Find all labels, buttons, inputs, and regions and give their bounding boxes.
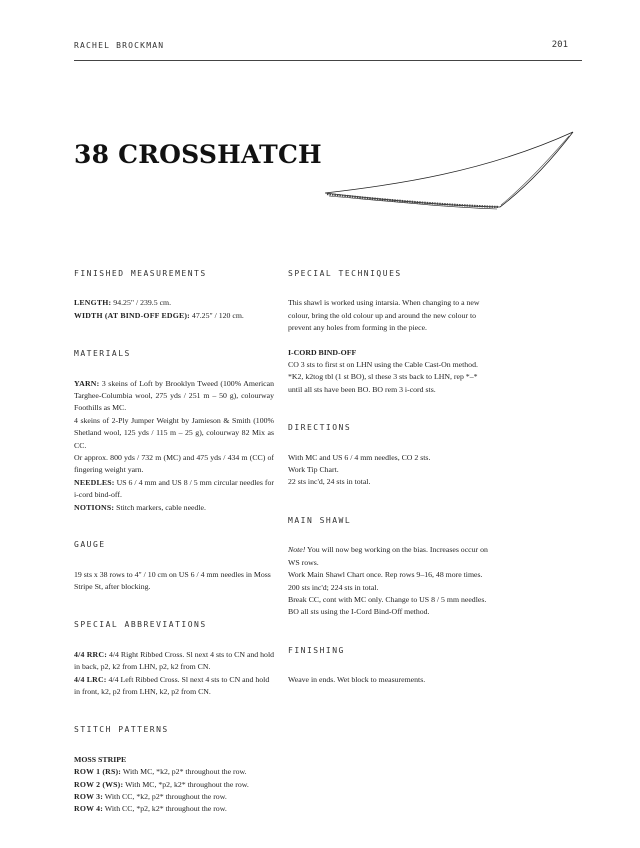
width-label: WIDTH (AT BIND-OFF EDGE): bbox=[74, 310, 190, 320]
intarsia-text: This shawl is worked using intarsia. When changing to a new colour, bring the old colour up and around the new colour to prevent any holes from forming in the piece. bbox=[288, 298, 480, 333]
section-heading: MATERIALS bbox=[74, 349, 131, 359]
yarn-value: 3 skeins of Loft by Brooklyn Tweed (100% American Targhee-Columbia wool, 275 yds / 251 m – 50 g), colourway Foothills as MC. bbox=[74, 378, 274, 413]
needles-label: NEEDLES: bbox=[74, 477, 115, 487]
finishing-text: Weave in ends. Wet block to measurements. bbox=[288, 675, 426, 685]
width-value: 47.25" / 120 cm. bbox=[189, 310, 244, 320]
left-column bbox=[74, 268, 274, 816]
stitch-patterns-section bbox=[74, 724, 274, 815]
notions-label: NOTIONS: bbox=[74, 502, 115, 512]
special-abbreviations-section bbox=[74, 619, 274, 698]
abbreviation-rrc bbox=[74, 649, 274, 674]
row-label: ROW 2 (WS): bbox=[74, 779, 124, 789]
section-heading: FINISHED MEASUREMENTS bbox=[74, 269, 207, 278]
yarn-line bbox=[74, 378, 274, 415]
special-techniques-section bbox=[288, 268, 488, 396]
icord-bindoff-text: CO 3 sts to first st on LHN using the Cable Cast-On method. *K2, k2tog tbl (1 st BO), sl these 3 sts back to LHN, rep *–* until all sts have been BO. BO rem 3 i-cord sts. bbox=[288, 360, 478, 394]
main-shawl-line: 200 sts inc'd; 224 sts in total. bbox=[288, 582, 379, 592]
section-heading: STITCH PATTERNS bbox=[74, 725, 169, 735]
section-heading: SPECIAL ABBREVIATIONS bbox=[74, 620, 207, 630]
row-text: With CC, *k2, p2* throughout the row. bbox=[103, 791, 227, 801]
author-name: RACHEL BROCKMAN bbox=[74, 41, 165, 50]
main-shawl-line: Break CC, cont with MC only. Change to US 8 / 5 mm needles. BO all sts using the I-Cord Bind-Off method. bbox=[288, 594, 487, 617]
materials-section bbox=[74, 348, 274, 514]
pattern-row bbox=[74, 766, 274, 778]
main-shawl-line: Work Main Shawl Chart once. Rep rows 9–16, 48 more times. bbox=[288, 570, 483, 580]
yarn-label: YARN: bbox=[74, 378, 100, 388]
length-line bbox=[74, 297, 274, 309]
finished-measurements-section bbox=[74, 268, 274, 322]
moss-stripe-heading: MOSS STRIPE bbox=[74, 754, 127, 764]
section-heading: MAIN SHAWL bbox=[288, 515, 352, 525]
gauge-section bbox=[74, 539, 274, 593]
row-text: With MC, *p2, k2* throughout the row. bbox=[123, 779, 249, 789]
note-line bbox=[288, 544, 488, 569]
abbreviation-text: 4/4 Right Ribbed Cross. Sl next 4 sts to CN and hold in back, p2, k2 from LHN, p2, k2 from CN. bbox=[74, 649, 275, 672]
section-heading: DIRECTIONS bbox=[288, 423, 352, 433]
yarn-line-3: Or approx. 800 yds / 732 m (MC) and 475 yds / 434 m (CC) of fingering weight yarn. bbox=[74, 453, 274, 475]
length-label: LENGTH: bbox=[74, 298, 112, 308]
row-label: ROW 1 (RS): bbox=[74, 767, 122, 777]
needles-value: US 6 / 4 mm and US 8 / 5 mm circular needles for i-cord bind-off. bbox=[74, 477, 274, 500]
row-label: ROW 3: bbox=[74, 791, 103, 801]
note-label: Note! bbox=[288, 545, 306, 555]
section-heading: GAUGE bbox=[74, 540, 106, 550]
header-divider bbox=[74, 60, 582, 61]
pattern-row bbox=[74, 779, 274, 791]
main-shawl-section bbox=[288, 515, 488, 619]
pattern-row bbox=[74, 791, 274, 803]
right-column bbox=[288, 268, 488, 687]
directions-line: Work Tip Chart. bbox=[288, 465, 339, 475]
page-number: 201 bbox=[551, 40, 568, 50]
directions-line: With MC and US 6 / 4 mm needles, CO 2 sts. bbox=[288, 452, 431, 462]
row-text: With CC, *p2, k2* throughout the row. bbox=[103, 804, 227, 814]
abbreviation-lrc bbox=[74, 674, 274, 699]
abbreviation-text: 4/4 Left Ribbed Cross. Sl next 4 sts to CN and hold in front, k2, p2 from LHN, k2, p2 from CN. bbox=[74, 674, 270, 696]
icord-bindoff-heading: I-CORD BIND-OFF bbox=[288, 347, 357, 357]
section-heading: SPECIAL TECHNIQUES bbox=[288, 269, 402, 278]
shawl-illustration bbox=[325, 130, 585, 220]
directions-section bbox=[288, 422, 488, 489]
abbreviation-label: 4/4 LRC: bbox=[74, 674, 107, 684]
abbreviation-label: 4/4 RRC: bbox=[74, 649, 108, 659]
notions-value: Stitch markers, cable needle. bbox=[114, 502, 206, 512]
row-text: With MC, *k2, p2* throughout the row. bbox=[121, 767, 247, 777]
row-label: ROW 4: bbox=[74, 804, 103, 814]
notions-line bbox=[74, 502, 274, 514]
note-text: You will now beg working on the bias. Increases occur on WS rows. bbox=[288, 545, 488, 567]
yarn-line-2: 4 skeins of 2-Ply Jumper Weight by Jamieson & Smith (100% Shetland wool, 125 yds / 115 m – 25 g), colourway 82 Mix as CC. bbox=[74, 415, 274, 450]
pattern-title: 38 CROSSHATCH bbox=[74, 140, 322, 169]
gauge-text: 19 sts x 38 rows to 4" / 10 cm on US 6 / 4 mm needles in Moss Stripe St, after blocking. bbox=[74, 569, 271, 591]
finishing-section bbox=[288, 645, 488, 687]
needles-line bbox=[74, 477, 274, 502]
width-line bbox=[74, 310, 274, 322]
length-value: 94.25" / 239.5 cm. bbox=[111, 298, 172, 308]
section-heading: FINISHING bbox=[288, 645, 345, 655]
pattern-row bbox=[74, 803, 274, 815]
directions-line: 22 sts inc'd, 24 sts in total. bbox=[288, 477, 371, 487]
